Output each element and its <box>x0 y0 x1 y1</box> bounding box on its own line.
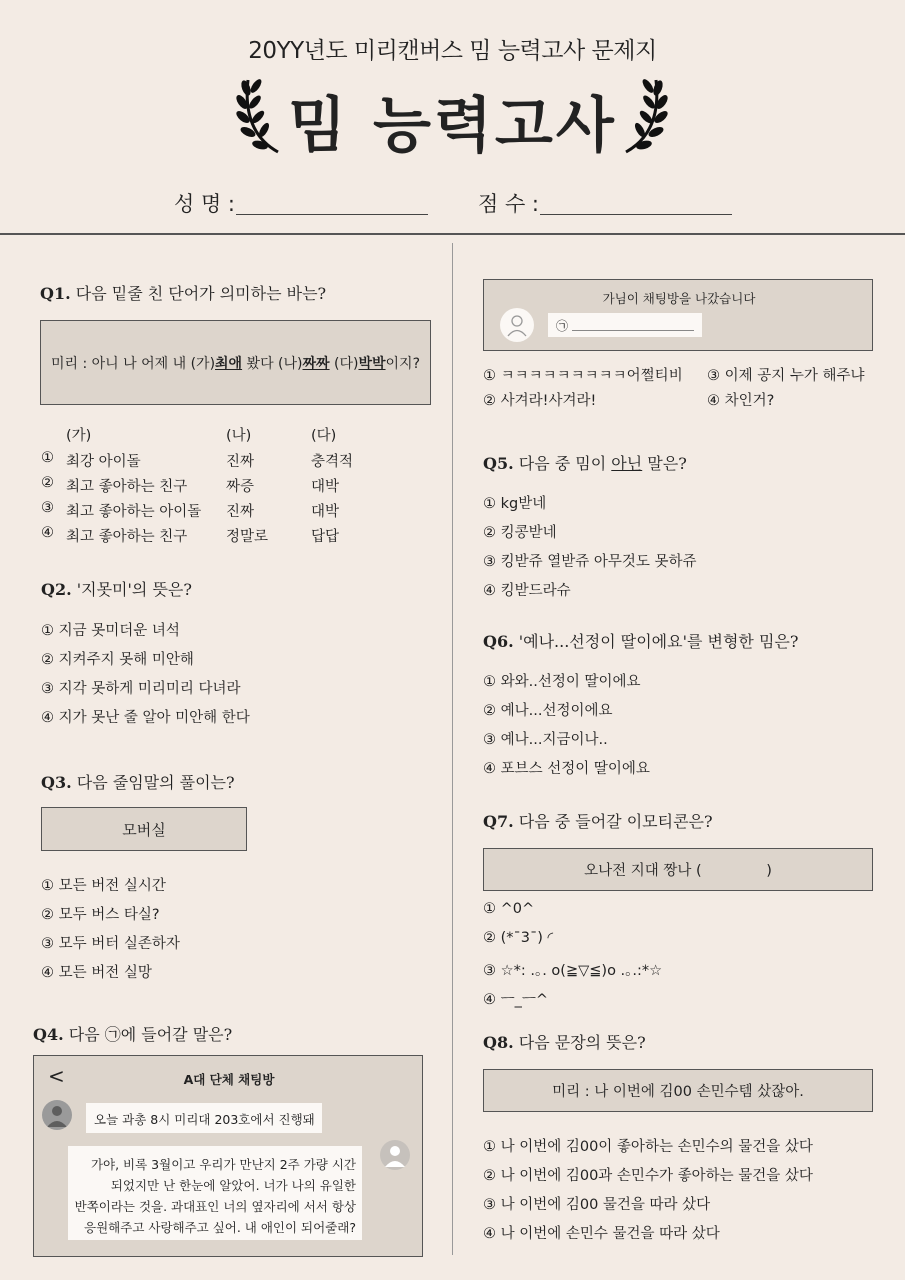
q5-option-4[interactable]: ④ 킹받드라슈 <box>483 583 571 599</box>
score-field-line[interactable] <box>540 214 732 215</box>
q1-header-c: (다) <box>311 428 337 444</box>
q3-number: Q3. <box>41 773 72 792</box>
q3-option-2[interactable]: ② 모두 버스 타실? <box>41 907 160 923</box>
q8-option-3[interactable]: ③ 나 이번에 김00 물건을 따라 샀다 <box>483 1197 711 1213</box>
name-label: 성 명 : <box>174 192 235 216</box>
q3-option-4[interactable]: ④ 모든 버전 실망 <box>41 965 152 981</box>
q8-option-2[interactable]: ② 나 이번에 김00과 손민수가 좋아하는 물건을 샀다 <box>483 1168 813 1184</box>
q1-option-num[interactable]: ③ <box>41 500 54 516</box>
chat-message-1: 오늘 과총 8시 미리대 203호에서 진행돼 <box>86 1103 322 1133</box>
q7-option-4[interactable]: ④ ㅡ_ㅡ^ <box>483 992 549 1008</box>
q6-text: '예나...선정이 딸이에요'를 변형한 밈은? <box>518 632 799 651</box>
q4-option-1[interactable]: ① ㅋㅋㅋㅋㅋㅋㅋㅋㅋ어쩔티비 <box>483 368 683 384</box>
q6-option-3[interactable]: ③ 예나...지금이나.. <box>483 732 608 748</box>
q5-question <box>483 451 687 474</box>
q1-option-a: 최고 좋아하는 아이돌 <box>66 504 202 520</box>
q1-box-pre: 미리 : 아니 나 어제 내 (가) <box>50 355 216 372</box>
name-field-line[interactable] <box>236 214 428 215</box>
blank-mark: ㉠ <box>556 319 569 333</box>
q4-question <box>33 1022 232 1045</box>
q4-number: Q4. <box>33 1025 64 1044</box>
q7-option-1[interactable]: ① ^0^ <box>483 901 535 917</box>
chat-message-2 <box>68 1146 362 1240</box>
laurel-right-icon <box>616 72 670 156</box>
chat-room-title: A대 단체 채팅방 <box>183 1072 275 1087</box>
q4-option-3[interactable]: ③ 이제 공지 누가 해주냐 <box>707 368 865 384</box>
q1-option-num[interactable]: ② <box>41 475 54 491</box>
q1-option-c: 대박 <box>311 479 340 495</box>
q1-box-mid2: (다) <box>329 355 359 372</box>
q1-question <box>40 281 326 304</box>
q6-option-2[interactable]: ② 예나...선정이에요 <box>483 703 613 719</box>
q4-option-2[interactable]: ② 사겨라!사겨라! <box>483 393 597 409</box>
q7-option-2[interactable]: ② (*¯3¯) ◜ <box>483 930 554 946</box>
q8-option-4[interactable]: ④ 나 이번에 손민수 물건을 따라 샀다 <box>483 1226 720 1242</box>
q1-box-post: 이지? <box>385 355 421 372</box>
q7-number: Q7. <box>483 812 514 831</box>
q5-option-1[interactable]: ① kg받네 <box>483 496 547 512</box>
chat-message-2-line: 되었지만 난 한눈에 알았어. 너가 나의 유일한 <box>110 1178 356 1193</box>
q1-option-b: 짜증 <box>226 479 255 495</box>
q4-option-4[interactable]: ④ 차인거? <box>707 393 775 409</box>
q7-text: 다음 중 들어갈 이모티콘은? <box>518 812 713 831</box>
q5-text-pre: 다음 중 밈이 <box>518 454 612 473</box>
exam-title: 밈 능력고사 <box>288 91 617 161</box>
user-icon <box>42 1100 72 1130</box>
q3-question <box>41 770 235 793</box>
q1-word-c: 박박 <box>358 355 386 372</box>
sender-avatar <box>42 1100 72 1130</box>
chat-message-2-line: 반쪽이라는 것을. 과대표인 너의 옆자리에 서서 항상 <box>74 1199 356 1214</box>
q2-option-4[interactable]: ④ 지가 못난 줄 알아 미안해 한다 <box>41 710 250 726</box>
exam-subtitle: 20YY년도 미리캔버스 밈 능력고사 문제지 <box>248 38 657 64</box>
q2-text: '지못미'의 뜻은? <box>76 580 192 599</box>
q1-option-b: 정말로 <box>226 529 269 545</box>
q7-sentence-box: 오나전 지대 짱나 ( ) <box>483 848 873 891</box>
q3-option-3[interactable]: ③ 모두 버터 실존하자 <box>41 936 180 952</box>
q1-option-a: 최강 아이돌 <box>66 454 141 470</box>
q8-option-1[interactable]: ① 나 이번에 김00이 좋아하는 손민수의 물건을 샀다 <box>483 1139 813 1155</box>
chat-message-2-line: 가야, 비록 3월이고 우리가 만난지 2주 가량 시간 <box>90 1157 356 1172</box>
user-icon <box>380 1140 410 1170</box>
q1-option-c: 대박 <box>311 504 340 520</box>
q1-header-b: (나) <box>226 428 252 444</box>
anon-avatar <box>500 308 534 342</box>
q5-option-2[interactable]: ② 킹콩받네 <box>483 525 557 541</box>
q3-abbrev-box: 모버실 <box>41 807 247 851</box>
q1-word-b: 짜짜 <box>302 355 330 372</box>
q1-header-a: (가) <box>66 428 92 444</box>
chat-message-2-line: 응원해주고 사랑해주고 싶어. 내 애인이 되어줄래? <box>84 1220 356 1235</box>
blank-answer-bubble <box>548 313 702 337</box>
score-label: 점 수 : <box>478 192 539 216</box>
q4-chat-continued <box>483 279 873 351</box>
q1-option-c: 답답 <box>311 529 340 545</box>
q2-question <box>41 577 192 600</box>
q6-number: Q6. <box>483 632 514 651</box>
q1-option-b: 진짜 <box>226 454 255 470</box>
q1-quote-box <box>40 320 431 405</box>
q1-option-c: 충격적 <box>311 454 354 470</box>
column-divider <box>452 243 453 1255</box>
user-icon <box>500 308 534 342</box>
q4-chat-window <box>33 1055 423 1257</box>
q1-option-num[interactable]: ① <box>41 450 54 466</box>
q3-option-1[interactable]: ① 모든 버전 실시간 <box>41 878 166 894</box>
receiver-avatar <box>380 1140 410 1170</box>
q1-option-a: 최고 좋아하는 친구 <box>66 529 188 545</box>
q6-option-4[interactable]: ④ 포브스 선정이 딸이에요 <box>483 761 650 777</box>
q1-option-a: 최고 좋아하는 친구 <box>66 479 188 495</box>
q7-question <box>483 809 713 832</box>
q1-box-mid1: 봤다 (나) <box>242 355 303 372</box>
q5-number: Q5. <box>483 454 514 473</box>
q7-option-3[interactable]: ③ ☆*: .｡. o(≧▽≦)o .｡.:*☆ <box>483 963 663 979</box>
q1-number: Q1. <box>40 284 71 303</box>
q6-question <box>483 629 798 652</box>
q5-text-post: 말은? <box>642 454 687 473</box>
q8-question <box>483 1030 646 1053</box>
q1-text: 다음 밑줄 친 단어가 의미하는 바는? <box>75 284 327 303</box>
q2-option-1[interactable]: ① 지금 못미더운 녀석 <box>41 623 180 639</box>
q8-number: Q8. <box>483 1033 514 1052</box>
q3-text: 다음 줄임말의 풀이는? <box>76 773 235 792</box>
q4-text: 다음 ㉠에 들어갈 말은? <box>68 1025 233 1044</box>
blank-line <box>572 330 694 331</box>
chat-back-icon[interactable]: < <box>48 1064 65 1088</box>
q5-option-3[interactable]: ③ 킹받쥬 열받쥬 아무것도 못하쥬 <box>483 554 697 570</box>
q2-option-2[interactable]: ② 지켜주지 못해 미안해 <box>41 652 194 668</box>
q6-option-1[interactable]: ① 와와..선정이 딸이에요 <box>483 674 641 690</box>
q8-sentence-box: 미리 : 나 이번에 김00 손민수템 샀잖아. <box>483 1069 873 1112</box>
q2-number: Q2. <box>41 580 72 599</box>
q1-word-a: 최애 <box>215 355 243 372</box>
q1-option-num[interactable]: ④ <box>41 525 54 541</box>
q5-text-emphasis: 아닌 <box>611 454 643 473</box>
leave-notice: 가님이 채팅방을 나갔습니다 <box>602 291 756 306</box>
q1-option-b: 진짜 <box>226 504 255 520</box>
q2-option-3[interactable]: ③ 지각 못하게 미리미리 다녀라 <box>41 681 241 697</box>
header-divider <box>0 233 905 235</box>
q8-text: 다음 문장의 뜻은? <box>518 1033 646 1052</box>
